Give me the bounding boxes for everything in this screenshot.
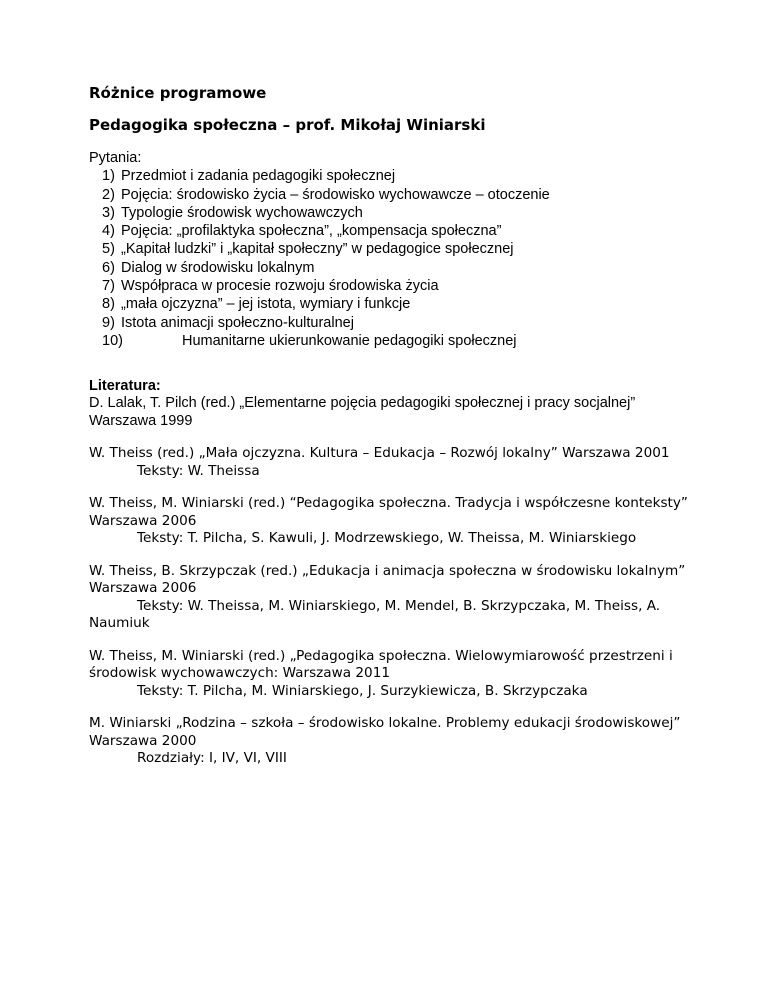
question-item: 6) Dialog w środowisku lokalnym: [102, 259, 315, 276]
question-item: 1) Przedmiot i zadania pedagogiki społecznej: [102, 168, 396, 185]
document-page: [89, 84, 689, 783]
question-item: 2) Pojęcia: środowisko życia – środowisko wychowawcze – otoczenie: [102, 186, 550, 203]
course-title: Pedagogika społeczna – prof. Mikołaj Winiarski: [89, 116, 486, 134]
literature-entry: M. Winiarski „Rodzina – szkoła – środowisko lokalne. Problemy edukacji środowiskowej” Warszawa 2000 Rozdziały: I, IV, VI, VIII: [89, 715, 681, 767]
literature-entry: D. Lalak, T. Pilch (red.) „Elementarne pojęcia pedagogiki społecznej i pracy socjalnej” Warszawa 1999: [89, 395, 636, 429]
literature-label: Literatura:: [89, 378, 161, 395]
literature-entry-note: Teksty: T. Pilcha, M. Winiarskiego, J. Surzykiewicza, B. Skrzypczaka: [137, 682, 588, 699]
question-item: 9) Istota animacji społeczno-kulturalnej: [102, 314, 354, 331]
literature-entry-note: Teksty: T. Pilcha, S. Kawuli, J. Modrzewskiego, W. Theissa, M. Winiarskiego: [137, 530, 637, 547]
questions-label: Pytania:: [89, 150, 142, 166]
question-item: 8) „mała ojczyzna” – jej istota, wymiary i funkcje: [102, 296, 411, 313]
question-item: 3) Typologie środowisk wychowawczych: [102, 204, 363, 221]
question-item: 10) Humanitarne ukierunkowanie pedagogiki społecznej: [102, 332, 517, 349]
literature-entry-note: Teksty: W. Theissa, M. Winiarskiego, M. Mendel, B. Skrzypczaka, M. Theiss, A. Naumiuk: [89, 597, 661, 632]
literature-entry: W. Theiss (red.) „Mała ojczyzna. Kultura – Edukacja – Rozwój lokalny” Warszawa 2001 Teksty: W. Theissa: [89, 445, 670, 479]
question-item: 4) Pojęcia: „profilaktyka społeczna”, „kompensacja społeczna”: [102, 223, 502, 240]
literature-entry: W. Theiss, M. Winiarski (red.) „Pedagogika społeczna. Wielowymiarowość przestrzeni i środowisk wychowawczych: Warszawa 2011 Teksty: T. Pilcha, M. Winiarskiego, J. Surzykiewicza, B. Skrzypczaka: [89, 647, 673, 699]
literature-entry-note: Rozdziały: I, IV, VI, VIII: [137, 750, 287, 767]
questions-list: [89, 167, 689, 350]
document-title: Różnice programowe: [89, 84, 267, 102]
literature-entry: W. Theiss, B. Skrzypczak (red.) „Edukacja i animacja społeczna w środowisku lokalnym” Warszawa 2006 Teksty: W. Theissa, M. Winiarskiego, M. Mendel, B. Skrzypczaka, M. Theiss, A. Naumiuk: [89, 562, 686, 632]
question-item: 7) Współpraca w procesie rozwoju środowiska życia: [102, 278, 439, 295]
literature-entry-note: Teksty: W. Theissa: [137, 462, 260, 479]
question-item: 5) „Kapitał ludzki” i „kapitał społeczny” w pedagogice społecznej: [102, 241, 514, 258]
literature-entry: W. Theiss, M. Winiarski (red.) “Pedagogika społeczna. Tradycja i współczesne konteksty” Warszawa 2006 Teksty: T. Pilcha, S. Kawuli, J. Modrzewskiego, W. Theissa, M. Winiarskiego: [89, 495, 688, 547]
literature-section: [89, 378, 689, 768]
